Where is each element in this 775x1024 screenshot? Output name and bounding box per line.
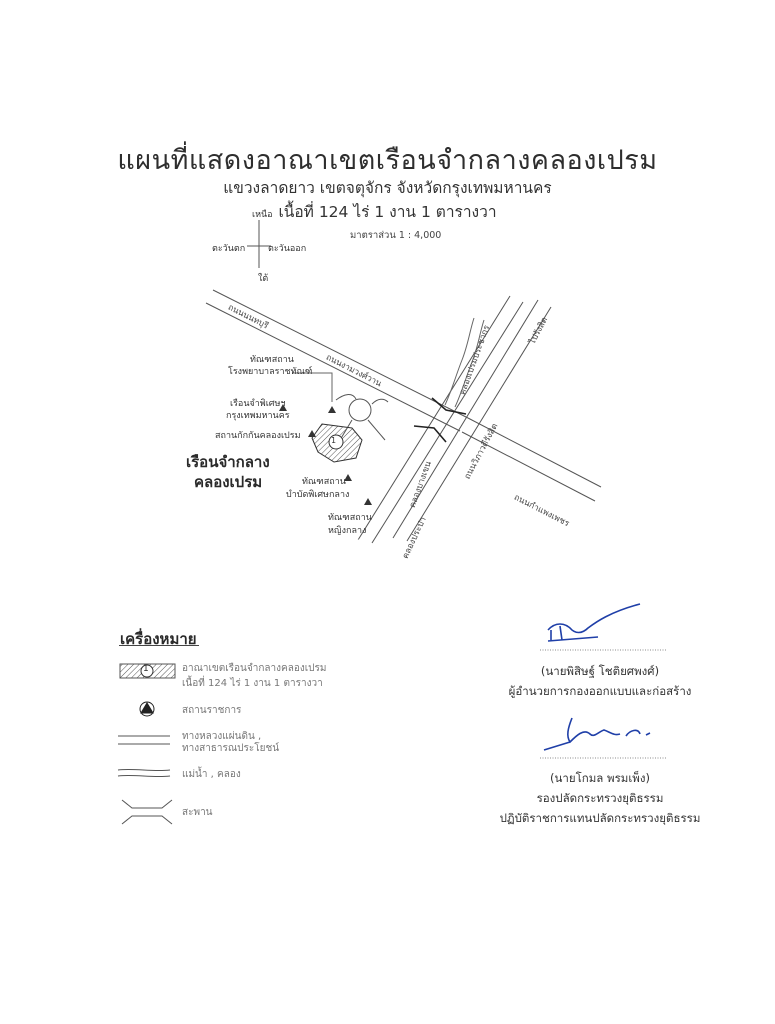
label-drug-center-line2: บำบัดพิเศษกลาง	[286, 490, 350, 500]
parcel-number: 1	[331, 436, 337, 445]
area-text: เนื้อที่ 124 ไร่ 1 งาน 1 ตารางวา	[278, 203, 497, 221]
signatory-1-position: ผู้อำนวยการกองออกแบบและก่อสร้าง	[508, 684, 692, 698]
legend-title-underline	[119, 645, 199, 646]
legend-canal-line-1	[118, 769, 170, 770]
signatory-1-name: (นายพิสิษฐ์ โชติยศพงศ์)	[540, 664, 660, 678]
map-title: แผนที่แสดงอาณาเขตเรือนจำกลางคลองเปรม	[117, 145, 658, 176]
label-drug-center-line1: ทัณฑสถาน	[302, 477, 346, 487]
road-label-prapa: คลองประปา	[400, 515, 429, 561]
prison-name-line2: คลองเปรม	[194, 473, 263, 491]
road-label-kamphaengphet: ถนนกำแพงเพชร	[512, 492, 571, 530]
road-label-rangsit: ไปรังสิต	[527, 315, 551, 347]
legend-item-government: สถานราชการ	[182, 705, 242, 716]
legend-item-parcel-label: อาณาเขตเรือนจำกลางคลองเปรม	[182, 663, 327, 674]
legend-canal-line-2	[118, 775, 170, 776]
compass-south-label: ใต้	[258, 274, 269, 284]
prison-name-line1: เรือนจำกลาง	[186, 453, 270, 471]
label-hospital-line2: โรงพยาบาลราชทัณฑ์	[228, 367, 313, 377]
signatory-2-name: (นายโกมล พรมเพ็ง)	[550, 771, 650, 785]
signatory-2-position: รองปลัดกระทรวงยุติธรรม	[536, 791, 664, 805]
legend-item-parcel-area: เนื้อที่ 124 ไร่ 1 งาน 1 ตารางวา	[182, 678, 323, 689]
label-hospital-line1: ทัณฑสถาน	[250, 355, 294, 365]
label-detention-center: สถานกักกันคลองเปรม	[215, 431, 301, 441]
road-label-vibhavadi: ถนนวิภาวดีรังสิต	[462, 421, 501, 482]
women-center-triangle	[364, 498, 372, 505]
signature-1-graphic	[548, 604, 640, 641]
label-special-prison-line1: เรือนจำพิเศษฯ	[230, 399, 286, 409]
label-women-center-line2: หญิงกลาง	[328, 526, 367, 536]
compass-east-label: ตะวันออก	[268, 244, 307, 254]
scale-text: มาตราส่วน 1 : 4,000	[350, 230, 442, 241]
legend-title: เครื่องหมาย	[120, 630, 197, 648]
hospital-triangle	[328, 406, 336, 413]
canal-label-premprachakorn: คลองเปรมประชากร	[457, 324, 493, 397]
road-label-nonthaburi: ถนนนนทบุรี	[226, 302, 270, 332]
legend-item-bridge: สะพาน	[182, 807, 213, 818]
label-special-prison-line2: กรุงเทพมหานคร	[226, 411, 290, 421]
label-women-center-line1: ทัณฑสถาน	[328, 513, 372, 523]
roundabout	[349, 399, 371, 421]
legend-item-road-line1: ทางหลวงแผ่นดิน ,	[182, 731, 262, 742]
legend-parcel-number: 1	[143, 664, 149, 674]
legend-item-road-line2: ทางสาธารณประโยชน์	[182, 743, 280, 754]
compass-west-label: ตะวันตก	[212, 244, 246, 254]
canal-label-bangkhen: คลองบางเขน	[407, 459, 434, 510]
road-label-ngamwongwan: ถนนงามวงศ์วาน	[324, 352, 383, 390]
signature-2-graphic	[544, 718, 650, 750]
signatory-2-position-line2: ปฏิบัติราชการแทนปลัดกระทรวงยุติธรรม	[499, 811, 701, 825]
legend-government-triangle	[141, 703, 153, 713]
map-subtitle: แขวงลาดยาว เขตจตุจักร จังหวัดกรุงเทพมหานคร	[223, 179, 552, 197]
legend-bridge-bottom	[122, 816, 172, 824]
legend-bridge-top	[122, 800, 172, 808]
legend-item-canal: แม่น้ำ , คลอง	[182, 769, 241, 780]
compass-north-label: เหนือ	[252, 210, 273, 220]
